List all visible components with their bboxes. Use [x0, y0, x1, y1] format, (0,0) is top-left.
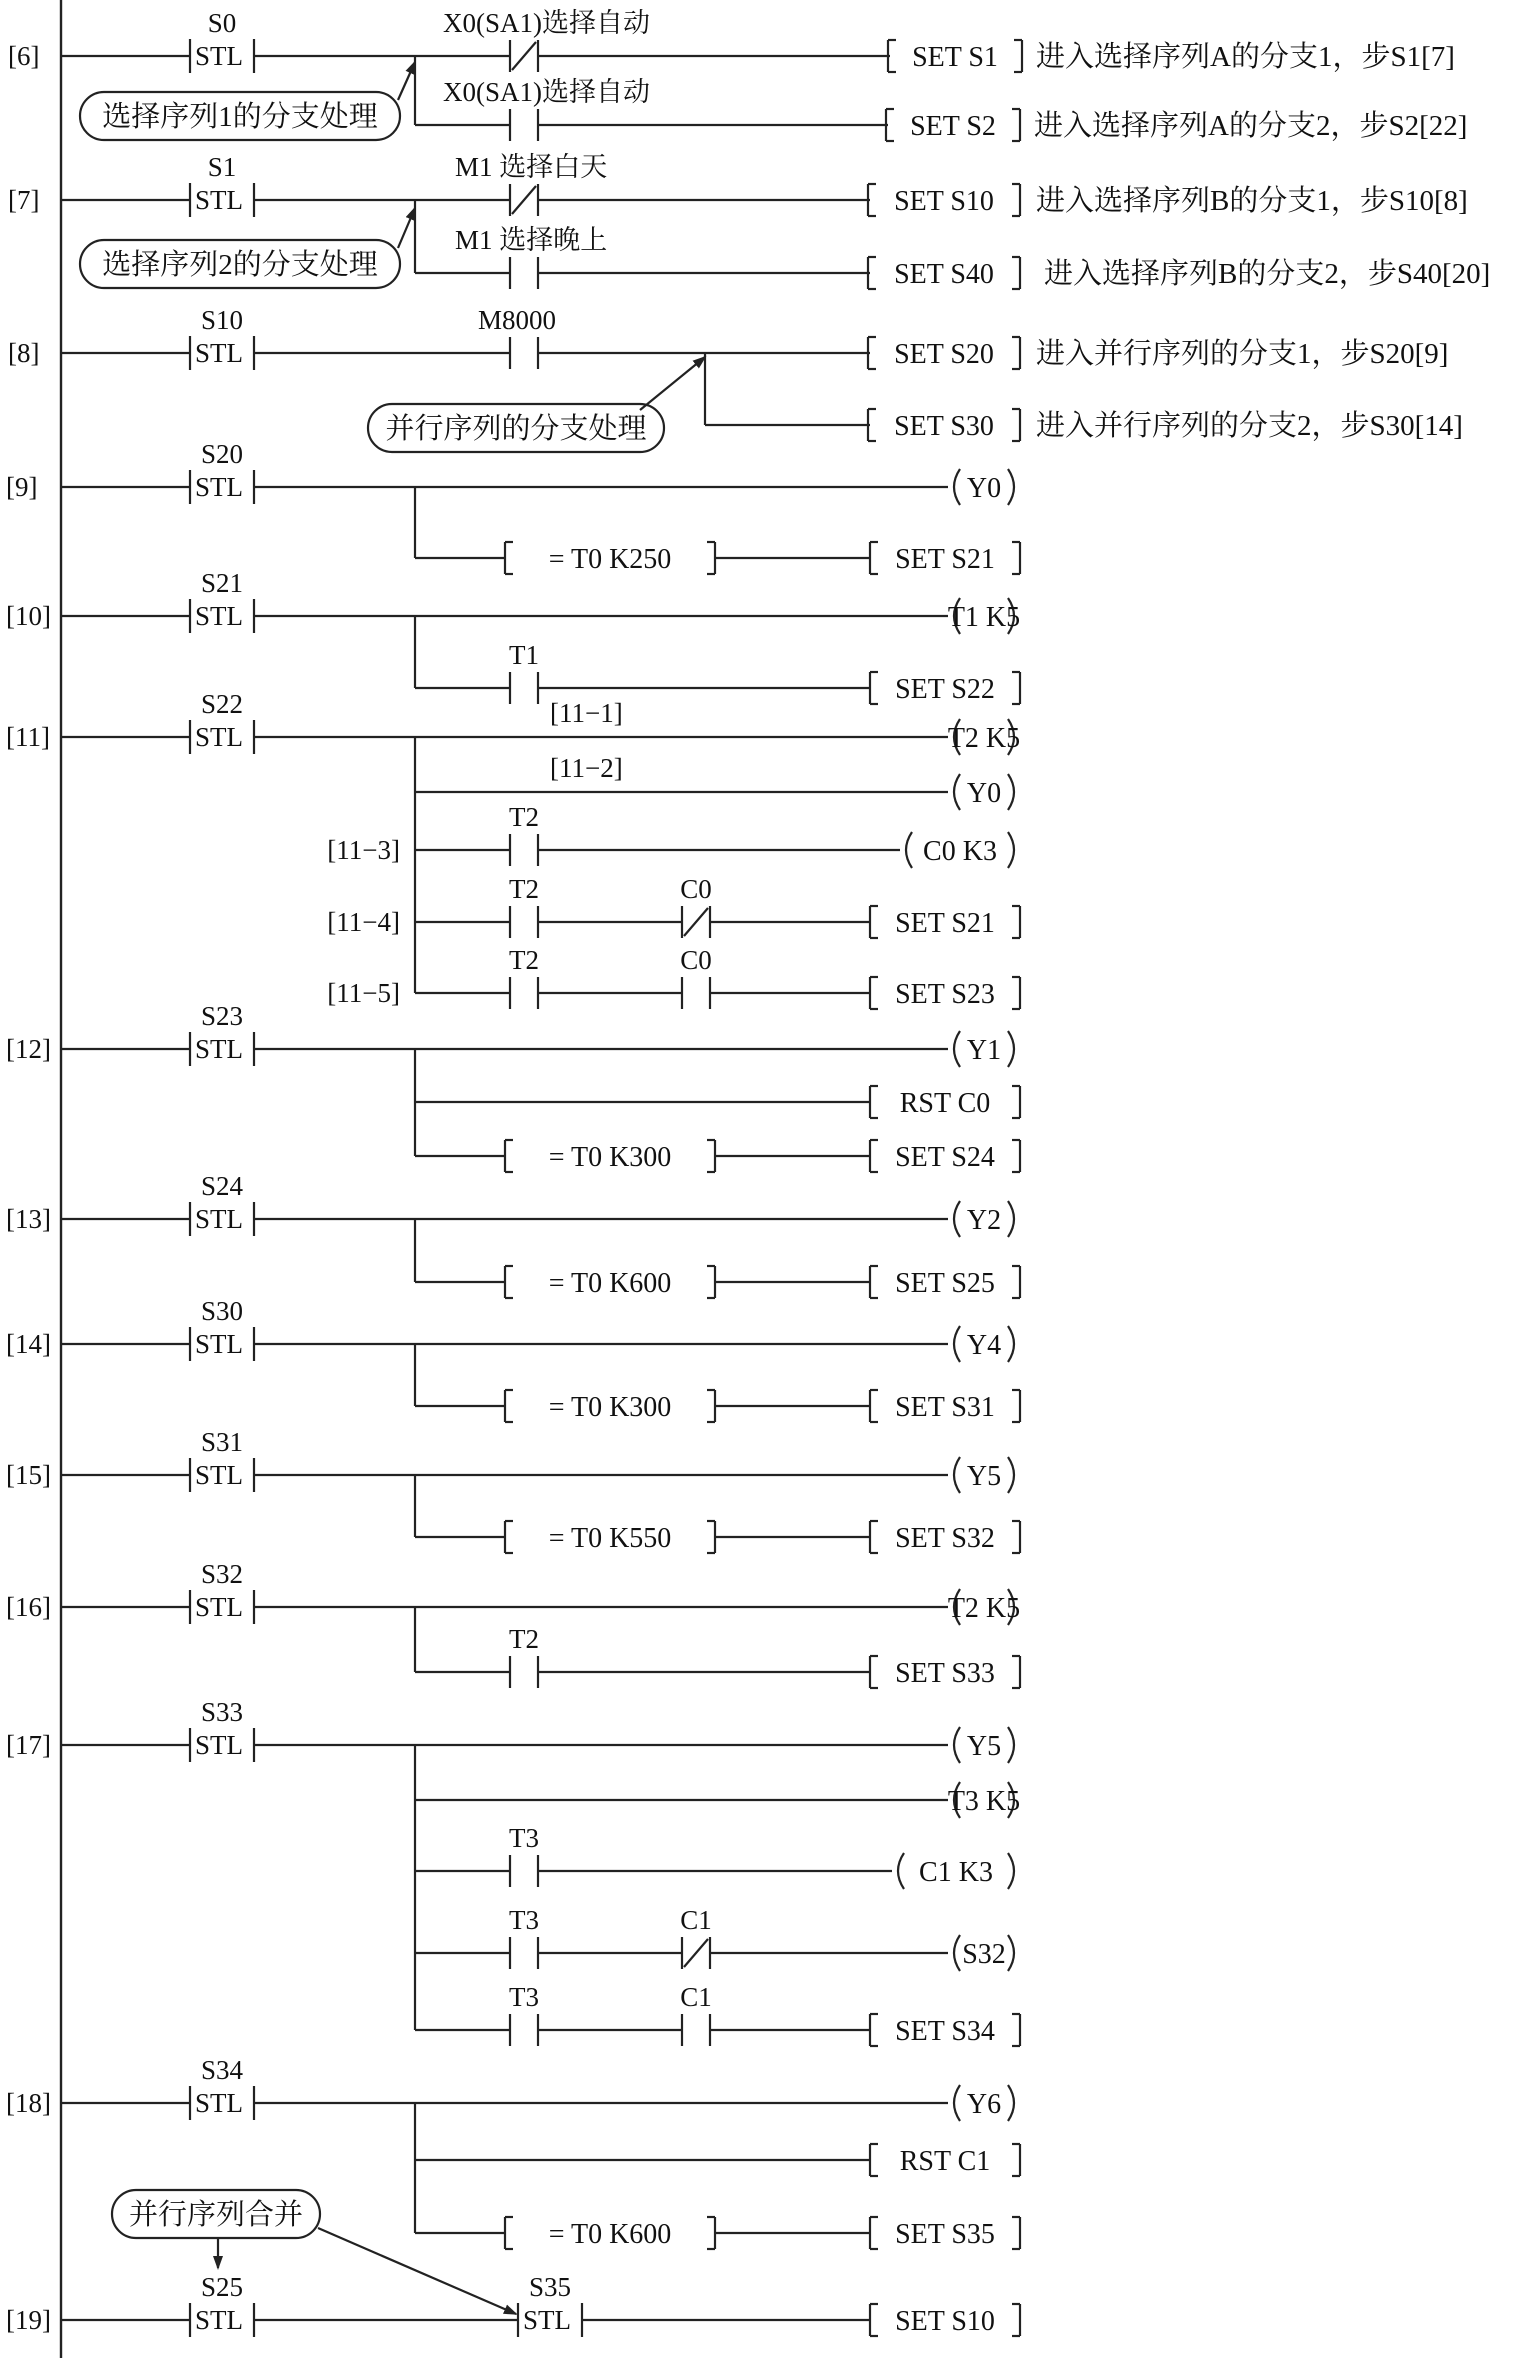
stl-device-label: S31: [200, 1427, 244, 1457]
contact-label: C1: [680, 1982, 712, 2012]
annotation-note: 进入选择序列A的分支1，步S1[7]: [1036, 41, 1455, 73]
instruction-text: SET S22: [895, 674, 995, 705]
contact-label: T3: [509, 1982, 539, 2012]
coil-right-arc: [1008, 832, 1014, 868]
coil-right-arc: [1008, 1853, 1014, 1889]
sub-rung-label: [11−3]: [327, 835, 400, 865]
contact-label: M8000: [478, 305, 557, 335]
stl-keyword: STL: [195, 601, 244, 631]
coil-left-arc: [898, 1853, 904, 1889]
contact-label: T2: [509, 1624, 539, 1654]
coil-text: C1 K3: [919, 1857, 993, 1888]
coil-right-arc: [1008, 2085, 1014, 2121]
compare-instruction: = T0 K300: [548, 1392, 672, 1423]
coil-right-arc: [1008, 1727, 1014, 1763]
set-s1-instruction: SET S1: [912, 42, 998, 73]
set-s30-instruction: SET S30: [894, 411, 994, 442]
stl-device-label: S23: [200, 1001, 244, 1031]
stl-keyword: STL: [195, 2305, 244, 2335]
stl-device-label: S34: [200, 2055, 244, 2085]
rung-label: [8]: [8, 338, 40, 368]
coil-right-arc: [1008, 1031, 1014, 1067]
rung-label: [18]: [6, 2088, 51, 2118]
annotation-note: 进入选择序列B的分支1，步S10[8]: [1036, 185, 1468, 217]
instruction-text: SET S34: [895, 2016, 995, 2047]
stl-device-label: S30: [200, 1296, 244, 1326]
stl-keyword: STL: [195, 338, 244, 368]
coil-text: Y0: [966, 778, 1002, 809]
rung-label: [6]: [8, 41, 40, 71]
stl-device-label: S22: [200, 689, 244, 719]
coil-text: T1 K5: [947, 602, 1021, 633]
contact-label: M1 选择白天: [455, 152, 608, 182]
set-s20-instruction: SET S20: [894, 339, 994, 370]
coil-text: Y1: [966, 1035, 1002, 1066]
annotation-note: 进入并行序列的分支2，步S30[14]: [1036, 410, 1463, 442]
compare-instruction: = T0 K600: [548, 1268, 672, 1299]
contact-label: T1: [509, 640, 539, 670]
coil-left-arc: [954, 1457, 960, 1493]
coil-text: T2 K5: [947, 723, 1021, 754]
instruction-text: SET S25: [895, 1268, 995, 1299]
sub-rung-label: [11−1]: [550, 698, 623, 728]
coil-left-arc: [954, 1935, 960, 1971]
coil-left-arc: [954, 1031, 960, 1067]
instruction-text: SET S32: [895, 1523, 995, 1554]
rung-label: [9]: [6, 472, 38, 502]
compare-instruction: = T0 K300: [548, 1142, 672, 1173]
compare-instruction: = T0 K250: [548, 544, 672, 575]
coil-left-arc: [954, 1326, 960, 1362]
set-s2-instruction: SET S2: [910, 111, 996, 142]
stl-keyword: STL: [195, 472, 244, 502]
compare-instruction: = T0 K550: [548, 1523, 672, 1554]
contact-nc-slash: [512, 42, 536, 70]
stl-device-label: S35: [528, 2272, 572, 2302]
stl-keyword: STL: [195, 1329, 244, 1359]
callout-parallel-merge-arrow2: [318, 2228, 516, 2314]
rung-label: [19]: [6, 2305, 51, 2335]
coil-left-arc: [954, 469, 960, 505]
annotation-note: 进入选择序列B的分支2，步S40[20]: [1044, 258, 1491, 290]
callout-select1-text: 选择序列1的分支处理: [102, 101, 378, 133]
contact-nc-slash: [512, 186, 536, 214]
stl-device-label: S32: [200, 1559, 244, 1589]
stl-device-label: S20: [200, 439, 244, 469]
instruction-text: SET S23: [895, 979, 995, 1010]
stl-keyword: STL: [195, 41, 244, 71]
contact-label: T3: [509, 1823, 539, 1853]
contact-label: X0(SA1)选择自动: [443, 77, 650, 107]
coil-text: C0 K3: [923, 836, 997, 867]
stl-keyword: STL: [195, 185, 244, 215]
stl-keyword: STL: [195, 1730, 244, 1760]
coil-text: Y5: [966, 1731, 1002, 1762]
callout-select1-arrow: [398, 62, 415, 100]
contact-label: C0: [680, 945, 712, 975]
contact-label: M1 选择晚上: [455, 225, 608, 255]
contact-label: T2: [509, 945, 539, 975]
annotation-note: 进入并行序列的分支1，步S20[9]: [1036, 338, 1449, 370]
stl-keyword: STL: [195, 1204, 244, 1234]
callout-parallel-branch-text: 并行序列的分支处理: [385, 413, 647, 445]
stl-keyword: STL: [195, 722, 244, 752]
sub-rung-label: [11−5]: [327, 978, 400, 1008]
rung-label: [14]: [6, 1329, 51, 1359]
contact-label: C1: [680, 1905, 712, 1935]
instruction-text: SET S21: [895, 908, 995, 939]
instruction-text: SET S21: [895, 544, 995, 575]
instruction-text: SET S24: [895, 1142, 995, 1173]
rung-label: [7]: [8, 185, 40, 215]
coil-right-arc: [1008, 1326, 1014, 1362]
callout-select2-arrow: [398, 208, 415, 248]
rung-label: [11]: [6, 722, 50, 752]
coil-left-arc: [954, 1201, 960, 1237]
contact-label: T2: [509, 874, 539, 904]
sub-rung-label: [11−2]: [550, 753, 623, 783]
coil-text: Y5: [966, 1461, 1002, 1492]
compare-instruction: = T0 K600: [548, 2219, 672, 2250]
rung-label: [17]: [6, 1730, 51, 1760]
contact-label: T2: [509, 802, 539, 832]
coil-left-arc: [906, 832, 912, 868]
coil-right-arc: [1008, 1201, 1014, 1237]
callout-parallel-branch-arrow: [640, 357, 705, 410]
instruction-text: RST C1: [899, 2146, 991, 2177]
stl-keyword: STL: [195, 2088, 244, 2118]
stl-keyword: STL: [523, 2305, 572, 2335]
instruction-text: SET S31: [895, 1392, 995, 1423]
stl-device-label: S33: [200, 1697, 244, 1727]
coil-text: Y0: [966, 473, 1002, 504]
coil-right-arc: [1008, 469, 1014, 505]
sub-rung-label: [11−4]: [327, 907, 400, 937]
coil-right-arc: [1008, 1457, 1014, 1493]
contact-label: C0: [680, 874, 712, 904]
rungs-layer: [6, 8, 1490, 2337]
rung-label: [10]: [6, 601, 51, 631]
callout-select2-text: 选择序列2的分支处理: [102, 249, 378, 281]
contact-nc-slash: [684, 908, 708, 936]
coil-text: S32: [962, 1939, 1006, 1970]
coil-left-arc: [954, 774, 960, 810]
stl-device-label: S10: [200, 305, 244, 335]
stl-keyword: STL: [195, 1592, 244, 1622]
contact-nc-slash: [684, 1939, 708, 1967]
rung-label: [13]: [6, 1204, 51, 1234]
coil-left-arc: [954, 1727, 960, 1763]
instruction-text: SET S33: [895, 1658, 995, 1689]
stl-device-label: S25: [200, 2272, 244, 2302]
set-s10-instruction: SET S10: [895, 2306, 995, 2337]
annotation-note: 进入选择序列A的分支2，步S2[22]: [1034, 110, 1468, 142]
stl-device-label: S1: [207, 152, 237, 182]
stl-keyword: STL: [195, 1034, 244, 1064]
callouts-layer: [80, 62, 705, 2314]
stl-device-label: S21: [200, 568, 244, 598]
coil-text: Y4: [966, 1330, 1002, 1361]
coil-right-arc: [1008, 774, 1014, 810]
set-s10-instruction: SET S10: [894, 186, 994, 217]
instruction-text: SET S35: [895, 2219, 995, 2250]
contact-label: T3: [509, 1905, 539, 1935]
coil-text: Y6: [966, 2089, 1002, 2120]
stl-device-label: S0: [207, 8, 237, 38]
coil-left-arc: [954, 2085, 960, 2121]
instruction-text: RST C0: [899, 1088, 991, 1119]
rung-label: [12]: [6, 1034, 51, 1064]
coil-text: T2 K5: [947, 1593, 1021, 1624]
callout-parallel-merge-text: 并行序列合并: [128, 2199, 304, 2231]
coil-right-arc: [1008, 1935, 1014, 1971]
rung-label: [15]: [6, 1460, 51, 1490]
rung-label: [16]: [6, 1592, 51, 1622]
coil-text: T3 K5: [947, 1786, 1021, 1817]
set-s40-instruction: SET S40: [894, 259, 994, 290]
stl-keyword: STL: [195, 1460, 244, 1490]
coil-text: Y2: [966, 1205, 1002, 1236]
contact-label: X0(SA1)选择自动: [443, 8, 650, 38]
stl-device-label: S24: [200, 1171, 244, 1201]
